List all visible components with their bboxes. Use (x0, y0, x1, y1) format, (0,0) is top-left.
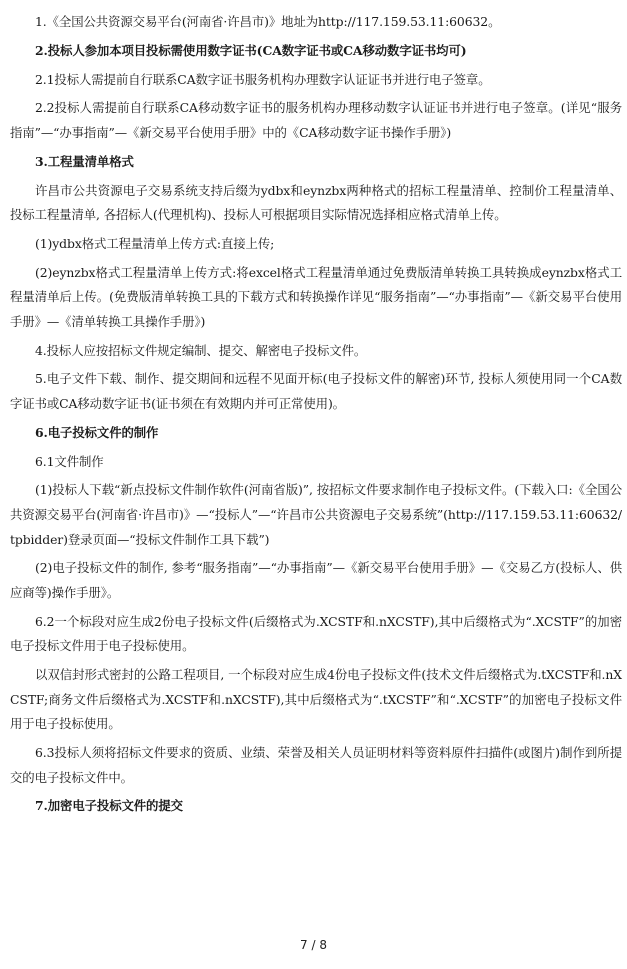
paragraph-same-certificate: 5.电子文件下载、制作、提交期间和远程不见面开标(电子投标文件的解密)环节, 投标人须使用同一个CA数字证书或CA移动数字证书(证书须在有效期内并可正常使用)。 (10, 371, 622, 411)
paragraph-bill-format-support: 许昌市公共资源电子交易系统支持后缀为ydbx和eynzbx两种格式的招标工程量清单、控制价工程量清单、投标工程量清单, 各招标人(代理机构)、投标人可根据项目实际情况选择相应格式清单上传。 (10, 182, 622, 223)
paragraph-ca-mobile-certificate: 2.2投标人需提前自行联系CA移动数字证书的服务机构办理移动数字认证证书并进行电子签章。(详见“服务指南”—“办事指南”—《新交易平台使用手册》中的《CA移动数字证书操作手册》) (10, 100, 622, 140)
paragraph-eynzbx-upload: (2)eynzbx格式工程量清单上传方式:将excel格式工程量清单通过免费版清单转换工具转换成eynzbx格式工程量清单后上传。(免费版清单转换工具的下载方式和转换操作详见“服务指南”—“办事指南”—《新交易平台使用手册》—《清单转换工具操作手册》) (10, 264, 622, 329)
heading-digital-certificate: 2.投标人参加本项目投标需使用数字证书(CA数字证书或CA移动数字证书均可) (35, 42, 467, 58)
subheading-file-production: 6.1文件制作 (35, 453, 104, 469)
heading-bill-format: 3.工程量清单格式 (35, 153, 134, 169)
paragraph-bid-compile: 4.投标人应按招标文件规定编制、提交、解密电子投标文件。 (35, 342, 367, 358)
paragraph-double-envelope: 以双信封形式密封的公路工程项目, 一个标段对应生成4份电子投标文件(技术文件后缀格式为.tXCSTF和.nXCSTF;商务文件后缀格式为.XCSTF和.nXCSTF),其中后缀格式为“.tXCSTF”和“.XCSTF”的加密电子投标文件用于电子投标使用。 (10, 667, 622, 732)
paragraph-two-files: 6.2一个标段对应生成2份电子投标文件(后缀格式为.XCSTF和.nXCSTF),其中后缀格式为“.XCSTF”的加密电子投标文件用于电子投标使用。 (10, 613, 622, 654)
paragraph-scanned-materials: 6.3投标人须将招标文件要求的资质、业绩、荣誉及相关人员证明材料等资料原件扫描件(或图片)制作到所提交的电子投标文件中。 (10, 745, 622, 785)
heading-bid-file-production: 6.电子投标文件的制作 (35, 424, 159, 440)
paragraph-production-reference: (2)电子投标文件的制作, 参考“服务指南”—“办事指南”—《新交易平台使用手册》—《交易乙方(投标人、供应商等)操作手册》。 (10, 560, 622, 600)
paragraph-ydbx-upload: (1)ydbx格式工程量清单上传方式:直接上传; (35, 235, 275, 251)
page-number: 7 / 8 (300, 938, 327, 952)
paragraph-download-software: (1)投标人下载“新点投标文件制作软件(河南省版)”, 按招标文件要求制作电子投标文件。(下载入口:《全国公共资源交易平台(河南省·许昌市)》—“投标人”—“许昌市公共资源电子交易系统”(http://117.159.53.11:60632/tpbidder)登录页面—“投标文件制作工具下载”) (10, 482, 622, 547)
document-body (10, 10, 622, 823)
heading-encrypted-submission: 7.加密电子投标文件的提交 (35, 798, 183, 814)
paragraph-ca-certificate: 2.1投标人需提前自行联系CA数字证书服务机构办理数字认证证书并进行电子签章。 (35, 71, 491, 87)
paragraph-platform-address: 1.《全国公共资源交易平台(河南省·许昌市)》地址为http://117.159.53.11:60632。 (35, 14, 501, 29)
